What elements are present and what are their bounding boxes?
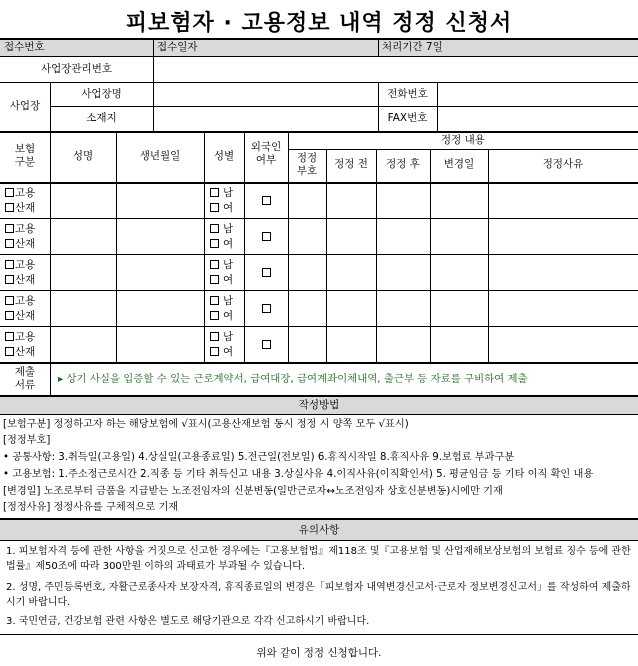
name-cell[interactable] (51, 255, 116, 290)
note-item-1: 1. 피보험자격 등에 관한 사항을 거짓으로 신고한 경우에는『고용보험법』제118조 및『고용보험 및 산업재해보상보험의 보험료 징수 등에 관한 법률』제50조에 따라 300만원 이하의 과태료가 부과될 수 있습니다. (6, 546, 631, 572)
male-label: 남 (223, 223, 234, 235)
gender-female-checkbox[interactable] (210, 273, 233, 288)
before-cell[interactable] (327, 255, 376, 290)
insurance-employment-checkbox[interactable] (5, 222, 35, 237)
insurance-type-options (5, 294, 35, 324)
name-cell[interactable] (51, 183, 116, 218)
gender-options (210, 186, 233, 216)
birthdate-cell[interactable] (117, 327, 204, 362)
reason-cell[interactable] (489, 183, 638, 218)
checkbox-icon (5, 275, 14, 284)
documents-text: ▸ 상기 사실을 입증할 수 있는 근로계약서, 급여대장, 급여계좌이체내역, 출근부 등 자료를 구비하여 제출 (58, 373, 528, 385)
insurance-employment-checkbox[interactable] (5, 330, 35, 345)
col-birthdate: 생년월일 (139, 150, 181, 162)
form-title: 피보험자 · 고용정보 내역 정정 신청서 (125, 11, 513, 36)
gender-female-checkbox[interactable] (210, 237, 233, 252)
birthdate-cell[interactable] (117, 183, 204, 218)
insurance-employment-checkbox[interactable] (5, 258, 35, 273)
processing-period-label: 처리기간 7일 (382, 41, 443, 53)
col-name: 성명 (72, 150, 94, 162)
before-cell[interactable] (327, 327, 376, 362)
gender-options (210, 222, 233, 252)
insurance-type-options (5, 186, 35, 216)
col-before: 정정 전 (334, 158, 368, 170)
industrial-label: 산재 (15, 238, 36, 250)
receipt-date-label: 접수일자 (157, 41, 198, 53)
gender-options (210, 258, 233, 288)
checkbox-icon (5, 260, 14, 269)
correction-code-cell[interactable] (289, 255, 326, 290)
gender-female-checkbox[interactable] (210, 201, 233, 216)
gender-male-checkbox[interactable] (210, 222, 233, 237)
checkbox-icon (210, 224, 219, 233)
instructions-heading: 작성방법 (298, 399, 340, 411)
insurance-employment-checkbox[interactable] (5, 186, 35, 201)
after-cell[interactable] (377, 255, 430, 290)
col-correction-code: 정정 부호 (296, 152, 318, 177)
before-cell[interactable] (327, 219, 376, 254)
name-cell[interactable] (51, 327, 116, 362)
checkbox-icon (5, 296, 14, 305)
workplace-name-field[interactable] (154, 83, 377, 105)
documents-label: 제출 서류 (14, 366, 36, 391)
birthdate-cell[interactable] (117, 255, 204, 290)
checkbox-icon (5, 332, 14, 341)
before-cell[interactable] (327, 291, 376, 326)
industrial-label: 산재 (15, 274, 36, 286)
instruction-line-5: [변경일] 노조로부터 금품을 지급받는 노조전임자의 신분변동(일반근로자↔노조전임자 상호신분변동)시에만 기재 (3, 486, 503, 497)
notes-heading: 유의사항 (298, 524, 340, 536)
instruction-line-3: • 공통사항: 3.취득일(고용일) 4.상실일(고용종료일) 5.전근일(전보일) 6.휴직시작일 8.휴직사유 9.보험료 부과구분 (3, 452, 515, 463)
workplace-phone-field[interactable] (438, 83, 637, 105)
female-label: 여 (223, 238, 234, 250)
correction-code-cell[interactable] (289, 327, 326, 362)
employment-label: 고용 (15, 331, 36, 343)
footer-statement: 위와 같이 정정 신청합니다. (256, 647, 382, 659)
after-cell[interactable] (377, 219, 430, 254)
workplace-mgmt-no-field[interactable] (154, 57, 637, 81)
checkbox-icon (210, 311, 219, 320)
workplace-fax-label: FAX번호 (387, 112, 428, 124)
insurance-type-options (5, 258, 35, 288)
checkbox-icon (5, 311, 14, 320)
col-gender: 성별 (213, 150, 235, 162)
foreigner-checkbox[interactable] (262, 232, 271, 241)
insurance-industrial-checkbox[interactable] (5, 237, 35, 252)
birthdate-cell[interactable] (117, 291, 204, 326)
male-label: 남 (223, 331, 234, 343)
instruction-line-2: [정정부호] (3, 435, 51, 446)
insurance-employment-checkbox[interactable] (5, 294, 35, 309)
employment-label: 고용 (15, 259, 36, 271)
after-cell[interactable] (377, 327, 430, 362)
male-label: 남 (223, 259, 234, 271)
before-cell[interactable] (327, 183, 376, 218)
header-shade (0, 39, 638, 56)
name-cell[interactable] (51, 291, 116, 326)
gender-options (210, 294, 233, 324)
employment-label: 고용 (15, 223, 36, 235)
correction-code-cell[interactable] (289, 219, 326, 254)
checkbox-icon (5, 239, 14, 248)
after-cell[interactable] (377, 291, 430, 326)
female-label: 여 (223, 202, 234, 214)
checkbox-icon (5, 224, 14, 233)
female-label: 여 (223, 310, 234, 322)
insurance-industrial-checkbox[interactable] (5, 309, 35, 324)
correction-code-cell[interactable] (289, 291, 326, 326)
industrial-label: 산재 (15, 310, 36, 322)
employment-label: 고용 (15, 187, 36, 199)
gender-male-checkbox[interactable] (210, 258, 233, 273)
change-date-cell[interactable] (431, 327, 488, 362)
reason-cell[interactable] (489, 327, 638, 362)
workplace-fax-field[interactable] (438, 107, 637, 130)
checkbox-icon (210, 239, 219, 248)
industrial-label: 산재 (15, 202, 36, 214)
name-cell[interactable] (51, 219, 116, 254)
foreigner-checkbox[interactable] (262, 304, 271, 313)
change-date-cell[interactable] (431, 219, 488, 254)
col-reason: 정정사유 (542, 158, 584, 170)
industrial-label: 산재 (15, 346, 36, 358)
checkbox-icon (5, 203, 14, 212)
checkbox-icon (5, 347, 14, 356)
instruction-line-1: [보험구분] 정정하고자 하는 해당보험에 √표시(고용산재보험 동시 정정 시 양쪽 모두 √표시) (3, 419, 409, 430)
gender-male-checkbox[interactable] (210, 294, 233, 309)
insurance-type-options (5, 330, 35, 360)
change-date-cell[interactable] (431, 183, 488, 218)
checkbox-icon (210, 332, 219, 341)
col-after: 정정 후 (386, 158, 420, 170)
change-date-cell[interactable] (431, 255, 488, 290)
gender-male-checkbox[interactable] (210, 330, 233, 345)
checkbox-icon (5, 188, 14, 197)
reason-cell[interactable] (489, 291, 638, 326)
gender-female-checkbox[interactable] (210, 309, 233, 324)
workplace-address-label: 소재지 (86, 112, 117, 124)
insurance-industrial-checkbox[interactable] (5, 345, 35, 360)
correction-code-cell[interactable] (289, 183, 326, 218)
col-insurance-type: 보험 구분 (14, 143, 36, 168)
checkbox-icon (210, 296, 219, 305)
checkbox-icon (210, 347, 219, 356)
workplace-address-field[interactable] (154, 107, 377, 130)
change-date-cell[interactable] (431, 291, 488, 326)
workplace-group-label: 사업장 (9, 100, 41, 112)
note-item-2: 2. 성명, 주민등록번호, 자활근로종사자 보장자격, 휴직종료일의 변경은「피보험자 내역변경신고서·근로자 정보변경신고서」를 작성하여 제출하시기 바랍니다. (6, 582, 631, 608)
reason-cell[interactable] (489, 219, 638, 254)
checkbox-icon (210, 203, 219, 212)
insurance-industrial-checkbox[interactable] (5, 201, 35, 216)
checkbox-icon (210, 188, 219, 197)
gender-options (210, 330, 233, 360)
reason-cell[interactable] (489, 255, 638, 290)
birthdate-cell[interactable] (117, 219, 204, 254)
workplace-mgmt-no-label: 사업장관리번호 (40, 63, 112, 75)
male-label: 남 (223, 187, 234, 199)
correction-content-header: 정정 내용 (441, 134, 485, 146)
gender-female-checkbox[interactable] (210, 345, 233, 360)
note-item-3: 3. 국민연금, 건강보험 관련 사항은 별도로 해당기관으로 각각 신고하시기 바랍니다. (6, 616, 370, 627)
insurance-industrial-checkbox[interactable] (5, 273, 35, 288)
employment-label: 고용 (15, 295, 36, 307)
foreigner-checkbox[interactable] (262, 268, 271, 277)
workplace-name-label: 사업장명 (81, 88, 122, 100)
female-label: 여 (223, 274, 234, 286)
instruction-line-4: • 고용보험: 1.주소정근로시간 2.직종 등 기타 취득신고 내용 3.상실사유 4.이직사유(이직확인서) 5. 평균임금 등 기타 이직 확인 내용 (3, 469, 594, 480)
col-foreigner: 외국인 여부 (250, 141, 282, 166)
male-label: 남 (223, 295, 234, 307)
foreigner-checkbox[interactable] (262, 340, 271, 349)
female-label: 여 (223, 346, 234, 358)
after-cell[interactable] (377, 183, 430, 218)
insurance-type-options (5, 222, 35, 252)
checkbox-icon (210, 260, 219, 269)
gender-male-checkbox[interactable] (210, 186, 233, 201)
foreigner-checkbox[interactable] (262, 196, 271, 205)
checkbox-icon (210, 275, 219, 284)
col-change-date: 변경일 (443, 158, 475, 170)
workplace-phone-label: 전화번호 (387, 88, 428, 100)
receipt-number-label: 접수번호 (4, 41, 45, 53)
instruction-line-6: [정정사유] 정정사유를 구체적으로 기재 (3, 502, 179, 513)
